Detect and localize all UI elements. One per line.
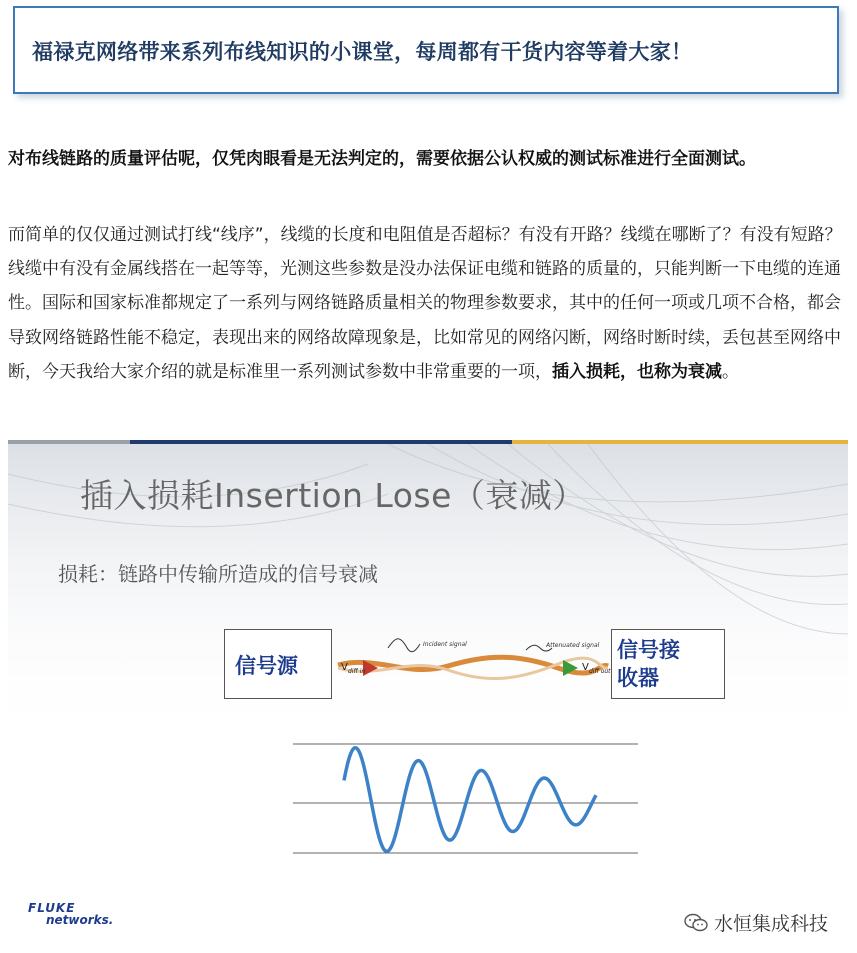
receiver-line2: 收器 bbox=[617, 666, 659, 690]
fluke-networks-logo bbox=[28, 902, 113, 926]
slide-subtitle: 损耗：链路中传输所造成的信号衰减 bbox=[58, 562, 378, 586]
lead-paragraph: 对布线链路的质量评估呢，仅凭肉眼看是无法判定的，需要依据公认权威的测试标准进行全面测试。 bbox=[8, 149, 756, 169]
body-text: 而简单的仅仅通过测试打线“线序”，线缆的长度和电阻值是否超标？有没有开路？线缆在哪断了？有没有短路？线缆中有没有金属线搭在一起等等，光测这些参数是没办法保证电缆和链路的质量的，只能判断一下电缆的连通性。国际和国家标准都规定了一系列与网络链路质量相关的物理参数要求，其中的任何一项或几项不合格，都会导致网络链路性能不稳定，表现出来的网络故障现象是，比如常见的网络闪断，网络时断时续，丢包甚至网络中断，今天我给大家介绍的就是标准里一系列测试参数中非常重要的一项， bbox=[8, 225, 842, 382]
body-paragraph bbox=[8, 218, 850, 389]
logo-line2: networks. bbox=[46, 913, 114, 927]
promo-banner bbox=[13, 6, 839, 94]
body-highlight: 插入损耗，也称为衰减 bbox=[552, 361, 722, 382]
watermark-text: 水恒集成科技 bbox=[713, 913, 828, 935]
wechat-icon bbox=[684, 913, 708, 933]
receiver-line1: 信号接 bbox=[617, 638, 680, 662]
watermark bbox=[684, 909, 828, 936]
v-in-sub: diff in bbox=[348, 668, 366, 675]
v-out-label: V bbox=[582, 662, 589, 673]
v-in-label: V bbox=[341, 662, 348, 673]
v-out-sub: diff out bbox=[589, 668, 611, 675]
signal-receiver-box bbox=[611, 629, 725, 699]
damped-wave bbox=[344, 748, 596, 852]
banner-text: 福禄克网络带来系列布线知识的小课堂，每周都有干货内容等着大家！ bbox=[32, 40, 693, 64]
signal-source-box: 信号源 bbox=[224, 629, 332, 699]
slide-title: 插入损耗Insertion Lose（衰减） bbox=[80, 476, 586, 515]
attenuated-label: Attenuated signal bbox=[546, 642, 600, 649]
logo-line1: FLUKE bbox=[28, 901, 76, 915]
body-end: 。 bbox=[722, 361, 739, 382]
slide-image bbox=[8, 440, 848, 953]
incident-label: Incident signal bbox=[423, 641, 467, 648]
incident-wave-icon bbox=[388, 639, 420, 652]
